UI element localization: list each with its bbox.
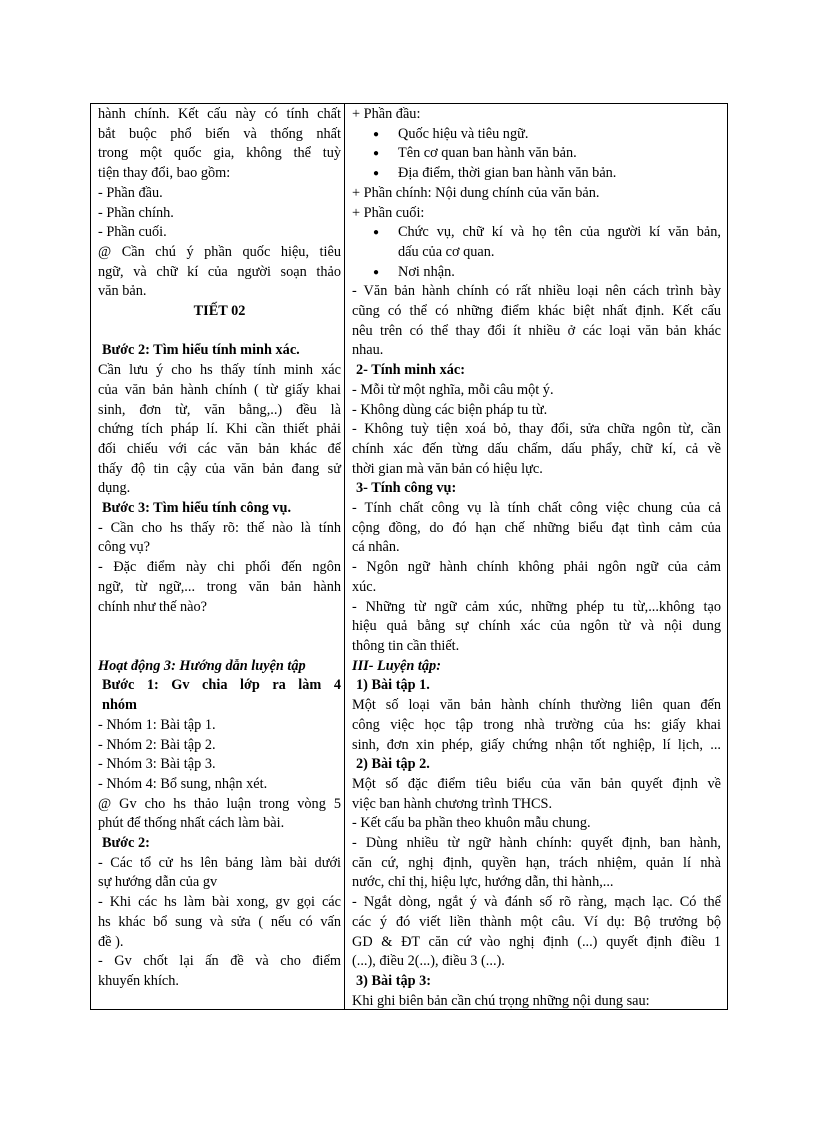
right-line-34: Một số đặc điểm tiêu biểu của văn bản quyết định về xyxy=(352,775,721,792)
right-line-32: sinh, đơn xin phép, giấy chứng nhận tốt nghiệp, lí lịch, ... xyxy=(352,736,721,753)
left-line-41: hs khác bổ sung và sửa ( nếu có vấn xyxy=(98,913,341,930)
left-line-38: - Các tổ cử hs lên bảng làm bài dưới xyxy=(98,854,341,871)
left-line-10: TIẾT 02 xyxy=(193,303,246,320)
left-line-20: Bước 3: Tìm hiểu tính công vụ. xyxy=(102,500,292,517)
right-line-45: Khi ghi biên bản cần chú trọng những nội dung sau: xyxy=(352,992,650,1009)
left-line-18: thấy độ tin cậy của văn bản đang sử xyxy=(98,460,341,477)
right-line-30: Một số loại văn bản hành chính thường liên quan đến xyxy=(352,697,721,714)
right-line-1: ● Quốc hiệu và tiêu ngữ. xyxy=(352,125,721,145)
right-line-4: + Phần chính: Nội dung chính của văn bản. xyxy=(352,184,600,201)
right-line-8: ● Nơi nhận. xyxy=(352,263,721,283)
right-line-24: xúc. xyxy=(352,578,377,595)
right-line-3: ● Địa điểm, thời gian ban hành văn bản. xyxy=(352,164,721,184)
left-line-11 xyxy=(98,322,341,342)
right-line-35: việc ban hành chương trình THCS. xyxy=(352,795,553,812)
right-line-20: - Tính chất công vụ là tính chất công việc chung của cả xyxy=(352,500,721,517)
right-line-5: + Phần cuối: xyxy=(352,204,425,221)
right-line-33: 2) Bài tập 2. xyxy=(356,756,430,773)
right-line-7: dấu của cơ quan. xyxy=(398,243,495,260)
left-line-33: - Nhóm 3: Bài tập 3. xyxy=(98,756,216,773)
right-line-0: + Phần đầu: xyxy=(352,106,421,122)
right-line-39: nước, chỉ thị, hiệu lực, hướng dẫn, thi hành,... xyxy=(352,874,614,891)
right-line-17: chính xác đến từng dấu chấm, dấu phẩy, chữ kí, cả về xyxy=(352,440,721,457)
left-line-32: - Nhóm 2: Bài tập 2. xyxy=(98,736,216,753)
right-line-43: (...), điều 2(...), điều 3 (...). xyxy=(352,953,505,970)
left-line-0: hành chính. Kết cấu này có tính chất xyxy=(98,106,341,122)
left-line-8: ngữ, và chữ kí của người soạn thảo xyxy=(98,263,341,280)
left-line-16: chứng tích pháp lí. Khi cần thiết phải xyxy=(98,421,341,438)
right-line-16: - Không tuỳ tiện xoá bỏ, thay đổi, sửa chữa ngôn từ, cần xyxy=(352,421,721,438)
left-line-36: phút để thống nhất cách làm bài. xyxy=(98,815,285,832)
right-line-28: III- Luyện tập: xyxy=(352,657,441,674)
left-line-26 xyxy=(98,617,341,637)
left-line-23: - Đặc điểm này chi phối đến ngôn xyxy=(98,559,341,576)
left-line-30: nhóm xyxy=(102,697,137,714)
right-line-22: cá nhân. xyxy=(352,539,400,556)
right-line-25: - Những từ ngữ cảm xúc, những phép tu từ,...không tạo xyxy=(352,598,721,615)
left-line-42: đề ). xyxy=(98,933,124,950)
left-line-2: trong một quốc gia, không thể tuỳ xyxy=(98,145,341,162)
right-line-10: cũng có thể có những điểm khác biệt nhất định. Kết cấu xyxy=(352,303,721,320)
left-line-27 xyxy=(98,637,341,657)
teacher-activities-column xyxy=(91,104,345,1009)
right-line-9: - Văn bản hành chính có rất nhiều loại nên cách trình bày xyxy=(352,283,721,300)
left-line-43: - Gv chốt lại ấn đề và cho điểm xyxy=(98,953,341,970)
right-line-41: các ý đó viết liền thành một câu. Ví dụ: Bộ trưởng bộ xyxy=(352,913,721,930)
right-line-42: GD & ĐT căn cứ vào nghị định (...) quyết định điều 1 xyxy=(352,933,721,950)
right-line-6: ● Chức vụ, chữ kí và họ tên của người kí văn bản, xyxy=(352,223,721,243)
left-line-24: ngữ, từ ngữ,... trong văn bản hành xyxy=(98,578,341,595)
left-line-40: - Khi các hs làm bài xong, gv gọi các xyxy=(98,894,341,911)
left-line-37: Bước 2: xyxy=(102,835,150,852)
left-line-31: - Nhóm 1: Bài tập 1. xyxy=(98,716,216,733)
right-line-38: căn cứ, nghị định, quyền hạn, trách nhiệm, quản lí nhà xyxy=(352,854,721,871)
left-line-19: dụng. xyxy=(98,480,131,497)
left-line-17: đối chiếu với các văn bản khác để xyxy=(98,440,341,457)
left-line-1: bắt buộc phổ biến và thống nhất xyxy=(98,125,341,142)
left-line-12: Bước 2: Tìm hiểu tính minh xác. xyxy=(102,342,300,359)
right-line-14: - Mỗi từ một nghĩa, mỗi câu một ý. xyxy=(352,381,554,398)
left-line-22: công vụ? xyxy=(98,539,151,556)
left-line-44: khuyến khích. xyxy=(98,972,179,989)
right-line-26: hiệu quả bằng sự chính xác của ngôn từ và nội dung xyxy=(352,618,721,635)
right-line-21: cộng đồng, do đó hạn chế những biểu đạt tình cảm của xyxy=(352,519,721,536)
left-line-6: - Phần cuối. xyxy=(98,224,167,241)
left-line-39: sự hướng dẫn của gv xyxy=(98,874,218,891)
lesson-table xyxy=(90,103,728,1010)
left-line-3: tiện thay đổi, bao gồm: xyxy=(98,165,231,182)
left-line-35: @ Gv cho hs thảo luận trong vòng 5 xyxy=(98,795,341,812)
right-line-13: 2- Tính minh xác: xyxy=(356,362,465,379)
right-line-19: 3- Tính công vụ: xyxy=(356,480,457,497)
right-line-31: công việc học tập trong nhà trường của hs: giấy khai xyxy=(352,716,721,733)
left-line-15: sinh, đơn từ, văn bằng,..) đều là xyxy=(98,401,341,418)
left-line-29: Bước 1: Gv chia lớp ra làm 4 xyxy=(102,677,341,694)
right-line-37: - Dùng nhiều từ ngữ hành chính: quyết định, ban hành, xyxy=(352,835,721,852)
left-line-9: văn bản. xyxy=(98,283,147,300)
right-line-29: 1) Bài tập 1. xyxy=(356,677,430,694)
left-line-28: Hoạt động 3: Hướng dẫn luyện tập xyxy=(98,657,306,674)
right-line-12: nhau. xyxy=(352,342,384,359)
right-line-15: - Không dùng các biện pháp tu từ. xyxy=(352,401,548,418)
left-line-25: chính như thế nào? xyxy=(98,598,207,615)
left-line-21: - Cần cho hs thấy rõ: thế nào là tính xyxy=(98,519,341,536)
right-line-27: thông tin cần thiết. xyxy=(352,637,460,654)
left-line-14: của văn bản hành chính ( từ giấy khai xyxy=(98,381,341,398)
right-line-44: 3) Bài tập 3: xyxy=(356,972,432,989)
lesson-content-column xyxy=(345,104,727,1009)
right-line-40: - Ngắt dòng, ngắt ý và đánh số rõ ràng, mạch lạc. Có thể xyxy=(352,894,721,911)
left-line-4: - Phần đầu. xyxy=(98,184,163,201)
right-line-2: ● Tên cơ quan ban hành văn bản. xyxy=(352,144,721,164)
right-line-11: nêu trên có thể thay đổi ít nhiều ở các loại văn bản khác xyxy=(352,322,721,339)
left-line-13: Cần lưu ý cho hs thấy tính minh xác xyxy=(98,362,341,379)
right-line-36: - Kết cấu ba phần theo khuôn mẫu chung. xyxy=(352,815,591,832)
left-line-5: - Phần chính. xyxy=(98,204,174,221)
right-line-23: - Ngôn ngữ hành chính không phải ngôn ngữ của cảm xyxy=(352,559,721,576)
left-line-34: - Nhóm 4: Bổ sung, nhận xét. xyxy=(98,775,268,792)
right-line-18: thời gian mà văn bản có hiệu lực. xyxy=(352,460,543,477)
left-line-7: @ Cần chú ý phần quốc hiệu, tiêu xyxy=(98,243,341,260)
